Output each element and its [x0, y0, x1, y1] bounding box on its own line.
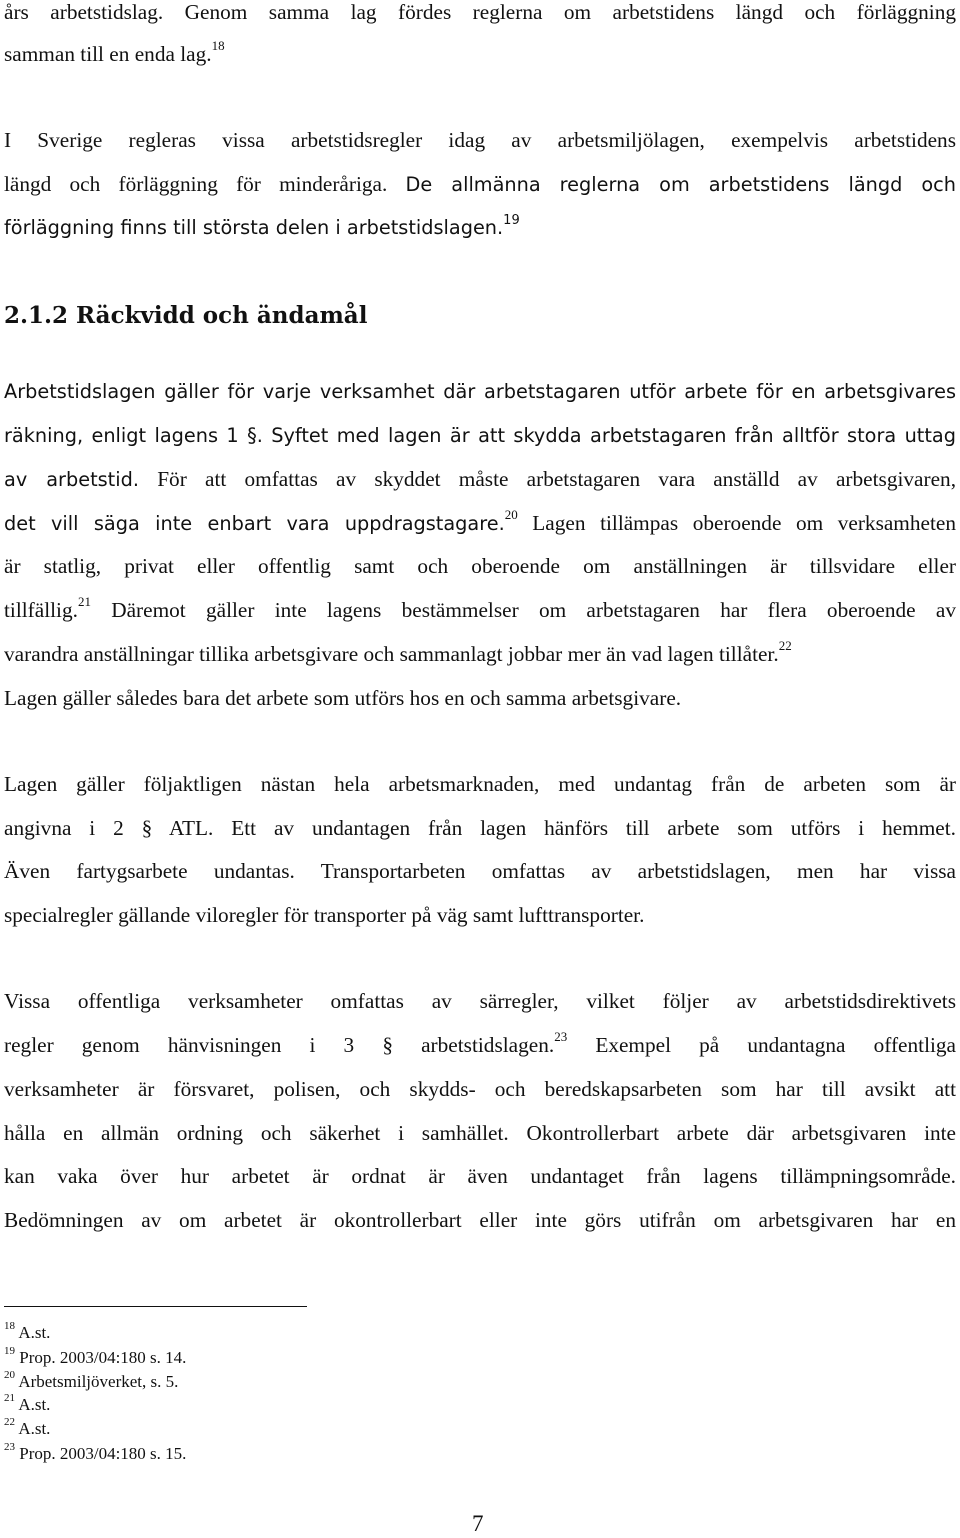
body-text-line: Lagen gäller således bara det arbete som utförs hos en och samma arbetsgivare.: [4, 686, 682, 710]
footnote-ref[interactable]: 19: [503, 212, 520, 228]
body-text-line: verksamheter är försvaret, polisen, och skydds- och beredskapsarbeten som har till avsikt att: [4, 1077, 956, 1101]
body-text-line: är statlig, privat eller offentlig samt och oberoende om anställningen är tillsvidare eller: [4, 554, 956, 578]
body-text-line: angivna i 2 § ATL. Ett av undantagen från lagen hänförs till arbete som utförs i hemmet.: [4, 816, 956, 840]
section-sign-glyph: §: [247, 424, 257, 447]
footnote-ref[interactable]: 21: [77, 593, 91, 609]
body-text-line: Även fartygsarbete undantas. Transportarbeten omfattas av arbetstidslagen, men har vissa: [4, 859, 956, 883]
footnote: $^{20}$ Arbetsmiljöverket, s. 5.: [4, 1369, 179, 1391]
body-text-line: Bedömningen av om arbetet är okontrollerbart eller inte görs utifrån om arbetsgivaren har en: [4, 1208, 956, 1232]
body-text-line: års arbetstidslag. Genom samma lag fördes reglerna om arbetstidens längd och förläggning: [4, 0, 956, 24]
body-text-line: förläggning finns till största delen i arbetstidslagen.$^{19}$: [4, 212, 520, 239]
body-text-line: det vill säga inte enbart vara uppdragstagare.$^{20}$ Lagen tillämpas oberoende om verksamheten: [4, 506, 956, 535]
section-sign-glyph: §: [141, 816, 153, 840]
body-text-line: av arbetstid. För att omfattas av skyddet måste arbetstagaren vara anställd av arbetsgivaren,: [4, 467, 957, 491]
footnote-ref[interactable]: 20: [504, 506, 518, 522]
body-text-line: längd och förläggning för minderåriga. De allmänna reglerna om arbetstidens längd och: [4, 172, 956, 196]
footnote: $^{22}$ A.st.: [4, 1416, 51, 1438]
footnote: $^{18}$ A.st.: [4, 1320, 51, 1342]
document-page: [4, 0, 956, 1537]
footnote-ref[interactable]: 22: [778, 637, 792, 653]
footnote: $^{19}$ Prop. 2003/04:180 s. 14.: [4, 1345, 187, 1367]
page-number: 7: [472, 1511, 484, 1536]
body-text-line: räkning, enligt lagens 1 §. Syftet med lagen är att skydda arbetstagaren från alltför stora uttag: [4, 424, 956, 447]
body-text-line: regler genom hänvisningen i 3 § arbetstidslagen.$^{23}$ Exempel på undantagna offentliga: [4, 1028, 957, 1057]
section-sign-glyph: §: [382, 1033, 393, 1057]
footnote-ref[interactable]: 18: [211, 37, 225, 53]
body-text-line: Arbetstidslagen gäller för varje verksamhet där arbetstagaren utför arbete för en arbetsgivares: [4, 380, 956, 403]
section-heading: 2.1.2 Räckvidd och ändamål: [4, 302, 368, 329]
body-text-line: Lagen gäller följaktligen nästan hela arbetsmarknaden, med undantag från de arbeten som är: [4, 772, 956, 796]
body-text-line: samman till en enda lag.$^{18}$: [4, 37, 225, 66]
body-text-line: specialregler gällande viloregler för transporter på väg samt lufttransporter.: [4, 903, 645, 927]
body-text-line: hålla en allmän ordning och säkerhet i samhället. Okontrollerbart arbete där arbetsgivaren inte: [4, 1121, 957, 1145]
body-text-line: tillfällig.$^{21}$ Däremot gäller inte lagens bestämmelser om arbetstagaren har flera oberoende av: [4, 593, 956, 622]
body-text-line: kan vaka över hur arbetet är ordnat är även undantaget från lagens tillämpningsområde.: [4, 1164, 956, 1188]
body-text-line: I Sverige regleras vissa arbetstidsregler idag av arbetsmiljölagen, exempelvis arbetstidens: [4, 128, 956, 152]
footnote-ref[interactable]: 23: [554, 1028, 568, 1044]
footnote-separator: [4, 1306, 307, 1307]
body-text-line: varandra anställningar tillika arbetsgivare och sammanlagt jobbar mer än vad lagen tillåter.$^{22}$: [4, 637, 792, 666]
body-text-line: Vissa offentliga verksamheter omfattas av särregler, vilket följer av arbetstidsdirektivets: [4, 989, 956, 1013]
footnote: $^{21}$ A.st.: [4, 1392, 51, 1414]
footnote: $^{23}$ Prop. 2003/04:180 s. 15.: [4, 1441, 187, 1463]
